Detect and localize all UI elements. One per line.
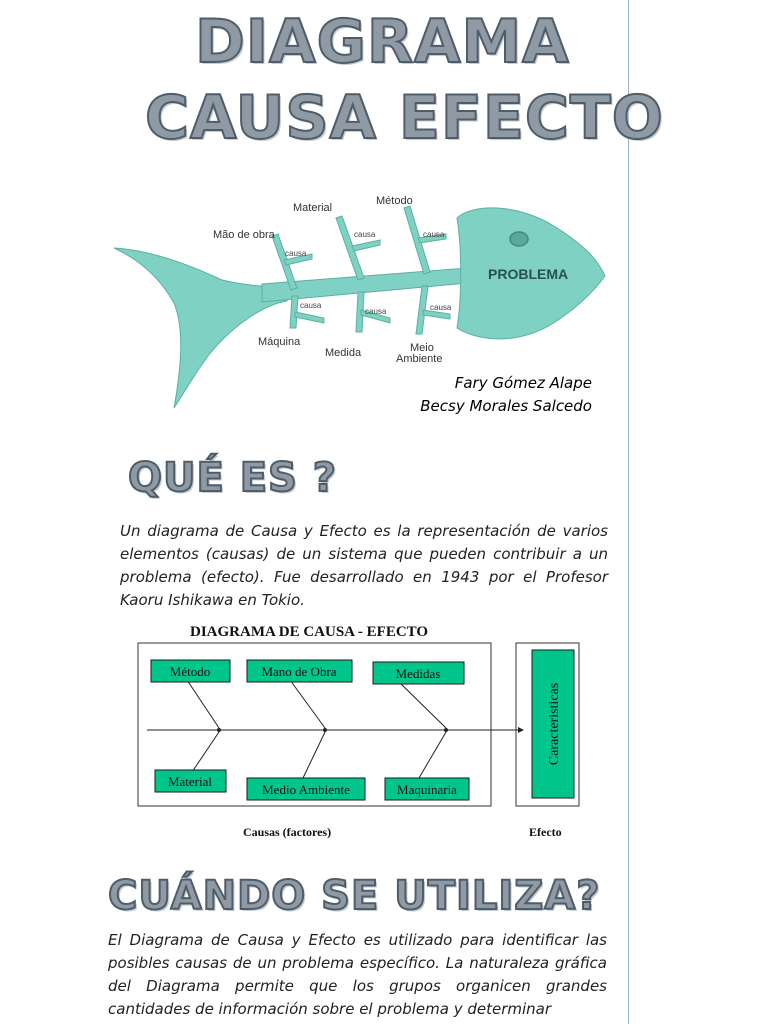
box-label: Medio Ambiente <box>262 782 350 797</box>
cause-branch <box>419 732 446 778</box>
fish-label-bottom-3a: Meio <box>410 342 434 354</box>
cause-label: causa <box>365 307 387 316</box>
branch-joint <box>444 728 448 732</box>
box-label: Maquinaria <box>397 782 457 797</box>
arrowhead <box>518 727 524 733</box>
title-line-2: CAUSA EFECTO <box>145 83 664 153</box>
causes-caption: Causas (factores) <box>243 825 332 839</box>
section-heading-cuando: CUÁNDO SE UTILIZA? <box>108 873 601 919</box>
fish-label-top-2: Material <box>293 202 333 214</box>
cause-label: causa <box>423 230 445 239</box>
author-name: Becsy Morales Salcedo <box>420 397 592 415</box>
fish-label-bottom-1: Máquina <box>258 336 301 348</box>
fish-label-bottom-3b: Ambiente <box>396 353 443 365</box>
section-text-cuando: El Diagrama de Causa y Efecto es utilizado para identificar las posibles causas de un problema específico. La naturaleza gráfica del Diagrama permite que los grupos organicen grandes cantidades de información sobre el problema y determinar <box>108 931 607 1018</box>
section-text-que-es: Un diagrama de Causa y Efecto es la representación de varios elementos (causas) de un sistema que pueden contribuir a un problema (efecto). Fue desarrollado en 1943 por el Profesor Kaoru Ishikawa en Tokio. <box>120 522 608 609</box>
cause-label: causa <box>430 303 452 312</box>
section-heading-que-es: QUÉ ES ? <box>128 455 337 501</box>
title-line-1: DIAGRAMA <box>195 7 570 77</box>
rib <box>352 240 380 251</box>
cause-branch <box>187 680 219 728</box>
box-label: Mano de Obra <box>261 664 337 679</box>
fish-eye <box>510 232 528 246</box>
branch-joint <box>217 728 221 732</box>
diagram-title: DIAGRAMA DE CAUSA - EFECTO <box>190 624 429 640</box>
fish-tail <box>114 248 287 408</box>
box-label: Método <box>169 664 211 679</box>
cause-branch <box>290 680 325 728</box>
page-margin-line <box>628 0 629 1024</box>
diagram-boxes <box>151 650 574 800</box>
effect-caption: Efecto <box>529 825 562 839</box>
box-label: Material <box>167 774 213 789</box>
cause-branch <box>399 682 446 728</box>
cause-branch <box>303 732 325 778</box>
author-name: Fary Gómez Alape <box>454 374 592 392</box>
cause-label: causa <box>300 301 322 310</box>
cause-label: causa <box>285 249 307 258</box>
fish-head-label: PROBLEMA <box>488 266 569 282</box>
cause-label: causa <box>354 230 376 239</box>
fish-label-bottom-2: Medida <box>325 347 362 359</box>
rib <box>295 312 324 323</box>
cause-effect-diagram <box>135 620 595 845</box>
box-label-vertical: Caracteristicas <box>547 682 562 766</box>
authors <box>380 372 592 418</box>
box-label: Medidas <box>395 666 441 681</box>
fish-label-top-3: Método <box>376 195 413 207</box>
fish-label-top-1: Mão de obra <box>213 229 275 241</box>
branch-joint <box>323 728 327 732</box>
